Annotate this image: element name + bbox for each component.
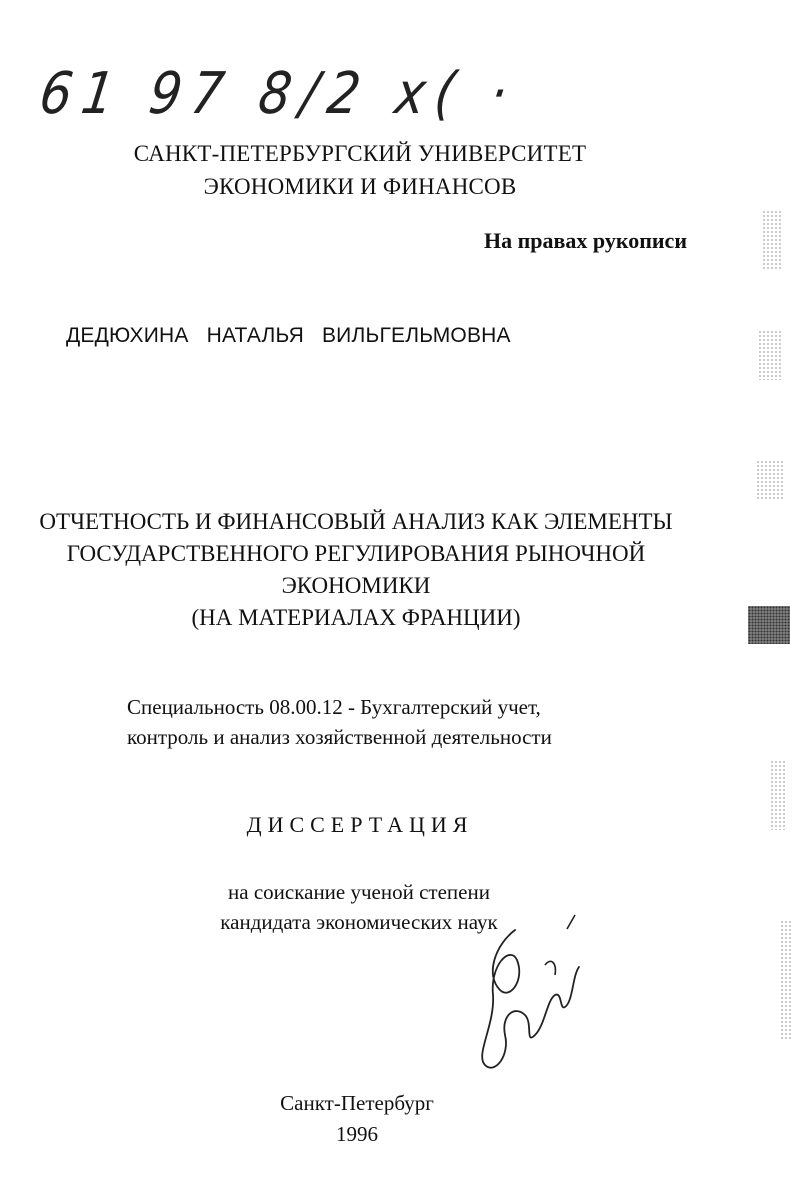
degree-line-2: кандидата экономических наук xyxy=(220,910,498,934)
handwritten-signature xyxy=(455,905,595,1080)
handwritten-archive-code: 61 97 8/2 x( · xyxy=(35,60,522,127)
specialty-line-1: Специальность 08.00.12 - Бухгалтерский учет, xyxy=(127,695,541,719)
title-line-2: ГОСУДАРСТВЕННОГО РЕГУЛИРОВАНИЯ РЫНОЧНОЙ xyxy=(66,541,646,566)
city: Санкт-Петербург xyxy=(280,1091,434,1115)
degree-line-1: на соискание ученой степени xyxy=(228,880,490,904)
specialty-line-2: контроль и анализ хозяйственной деятельности xyxy=(127,725,552,749)
scan-noise xyxy=(756,460,784,500)
institution-line-2: ЭКОНОМИКИ И ФИНАНСОВ xyxy=(203,174,517,199)
scan-noise xyxy=(762,210,782,270)
scan-noise xyxy=(770,760,786,830)
institution-line-1: САНКТ-ПЕТЕРБУРГСКИЙ УНИВЕРСИТЕТ xyxy=(133,141,587,166)
title-line-3: ЭКОНОМИКИ xyxy=(281,573,431,598)
rights-note: На правах рукописи xyxy=(483,228,687,253)
title-line-1: ОТЧЕТНОСТЬ И ФИНАНСОВЫЙ АНАЛИЗ КАК ЭЛЕМЕНТЫ xyxy=(39,509,673,534)
scan-blot xyxy=(748,606,790,644)
author-name: ДЕДЮХИНА НАТАЛЬЯ ВИЛЬГЕЛЬМОВНА xyxy=(66,324,511,347)
year: 1996 xyxy=(336,1122,378,1146)
scan-noise xyxy=(780,920,792,1040)
document-type: ДИССЕРТАЦИЯ xyxy=(246,812,474,837)
scan-noise xyxy=(758,330,782,380)
title-line-4: (НА МАТЕРИАЛАХ ФРАНЦИИ) xyxy=(191,605,521,630)
